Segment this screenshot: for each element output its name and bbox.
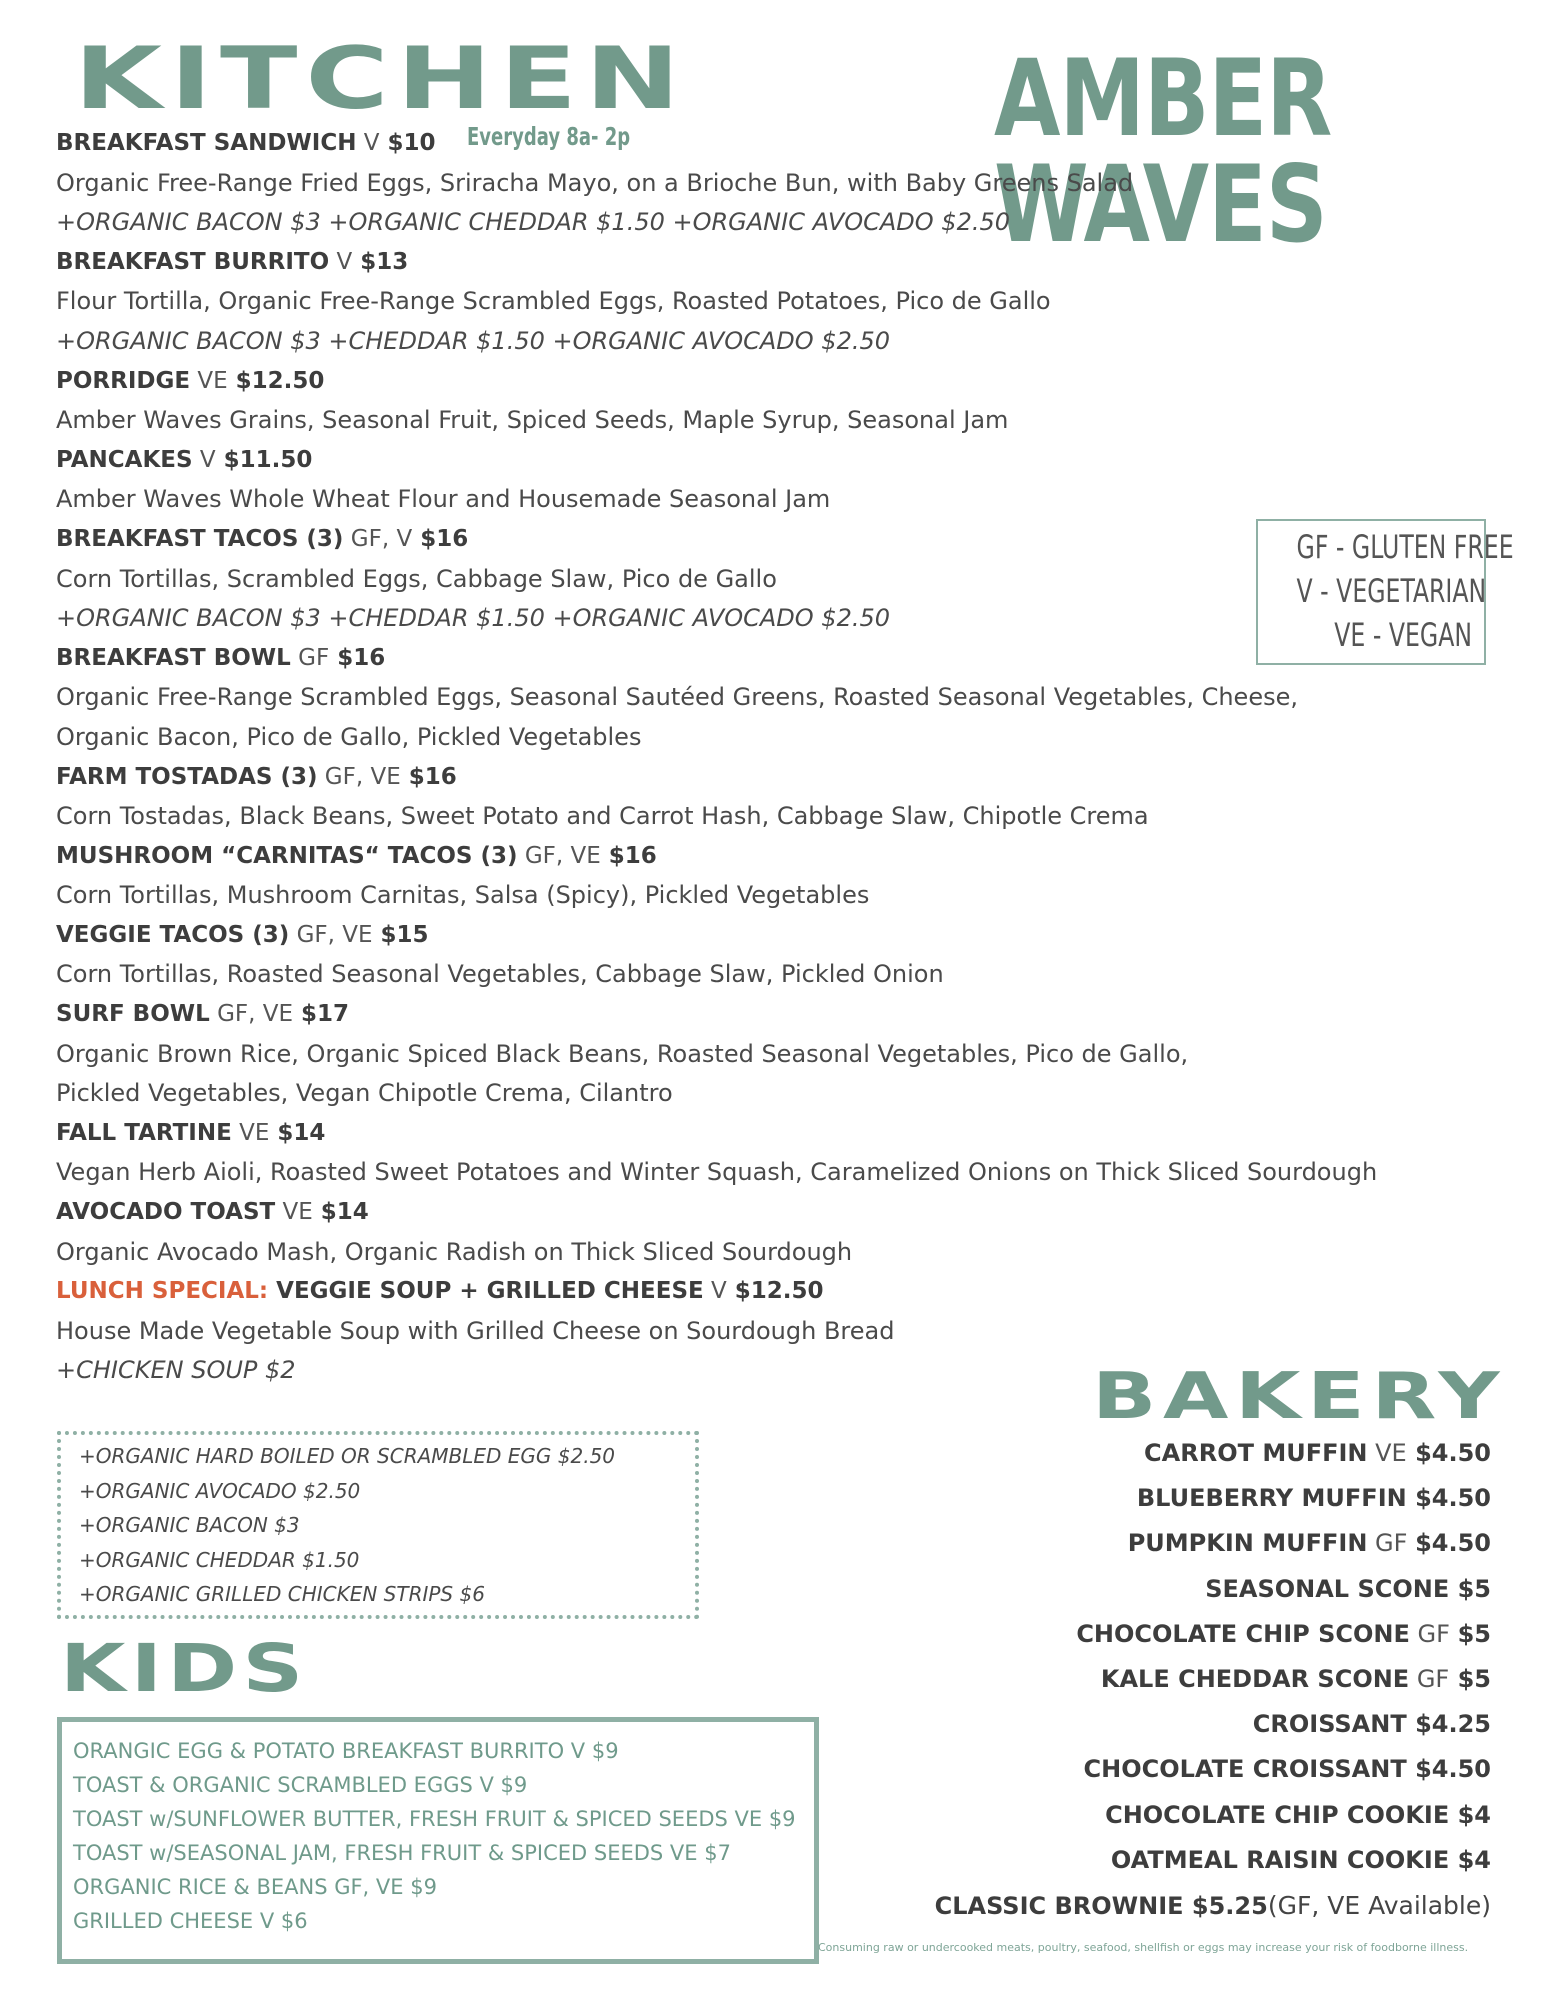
kids-item: TOAST w/SEASONAL JAM, FRESH FRUIT & SPICED SEEDS VE $7 — [73, 1841, 731, 1865]
bakery-item-name: CLASSIC BROWNIE — [934, 1891, 1184, 1920]
menu-item-name: AVOCADO TOAST — [56, 1199, 276, 1226]
kids-menu-box — [57, 1717, 819, 1964]
menu-item-name: PORRIDGE — [56, 367, 191, 394]
menu-item-price: $12.50 — [726, 1278, 824, 1305]
menu-item-diet: V — [192, 446, 216, 473]
menu-item-description: House Made Vegetable Soup with Grilled Cheese on Sourdough Bread — [56, 1316, 895, 1345]
kids-item: ORANGIC EGG & POTATO BREAKFAST BURRITO V $9 — [73, 1739, 619, 1763]
bakery-item — [935, 1612, 1491, 1657]
menu-item-name: FALL TARTINE — [56, 1119, 232, 1146]
bakery-item-price: $4.50 — [1406, 1755, 1491, 1784]
legend-vegan: VE - VEGAN — [1334, 616, 1472, 654]
menu-item-title — [56, 124, 1476, 164]
menu-item-price: $15 — [372, 921, 429, 948]
menu-item-name: SURF BOWL — [56, 1001, 210, 1028]
menu-item-diet: VE — [190, 367, 228, 394]
kids-item: TOAST & ORGANIC SCRAMBLED EGGS V $9 — [73, 1773, 528, 1797]
bakery-list — [935, 1431, 1491, 1928]
addon-item: +ORGANIC CHEDDAR $1.50 — [79, 1547, 360, 1572]
menu-item-description: Organic Bacon, Pico de Gallo, Pickled Vegetables — [56, 722, 642, 751]
menu-item-description: Pickled Vegetables, Vegan Chipotle Crema, Cilantro — [56, 1079, 673, 1108]
bakery-item-diet: GF — [1367, 1529, 1416, 1558]
menu-item-title — [56, 1193, 1476, 1233]
addon-item: +ORGANIC AVOCADO $2.50 — [79, 1478, 361, 1503]
kids-item: GRILLED CHEESE V $6 — [73, 1909, 308, 1933]
bakery-item-name: PUMPKIN MUFFIN — [1127, 1529, 1368, 1558]
menu-item-name: BREAKFAST TACOS (3) — [56, 525, 344, 552]
addon-item: +ORGANIC HARD BOILED OR SCRAMBLED EGG $2.50 — [79, 1444, 616, 1468]
bakery-item-price: $5 — [1457, 1619, 1491, 1648]
menu-item-title — [56, 758, 1476, 798]
bakery-item-diet: GF — [1409, 1664, 1450, 1693]
menu-item-title — [56, 441, 1476, 481]
bakery-item — [935, 1476, 1491, 1521]
menu-item-name: VEGGIE TACOS (3) — [56, 921, 290, 948]
special-label: LUNCH SPECIAL: — [56, 1278, 277, 1305]
menu-item-price: $16 — [329, 644, 386, 671]
kids-heading: KIDS — [60, 1630, 309, 1707]
menu-item-price: $17 — [293, 1001, 350, 1028]
bakery-item-name: CHOCOLATE CHIP COOKIE — [1105, 1800, 1450, 1829]
bakery-item — [935, 1747, 1491, 1792]
bakery-item — [935, 1657, 1491, 1702]
kids-item: TOAST w/SUNFLOWER BUTTER, FRESH FRUIT & SPICED SEEDS VE $9 — [73, 1807, 796, 1831]
menu-item-description: Corn Tortillas, Mushroom Carnitas, Salsa (Spicy), Pickled Vegetables — [56, 881, 870, 910]
bakery-item — [935, 1883, 1491, 1928]
menu-item-diet: V — [356, 130, 380, 156]
menu-item-description: Amber Waves Grains, Seasonal Fruit, Spiced Seeds, Maple Syrup, Seasonal Jam — [56, 406, 1009, 435]
menu-item-price: $11.50 — [215, 446, 313, 473]
food-safety-disclaimer: Consuming raw or undercooked meats, poultry, seafood, shellfish or eggs may increase your risk of foodborne illness. — [818, 1941, 1469, 1954]
bakery-item-name: KALE CHEDDAR SCONE — [1100, 1664, 1410, 1693]
menu-item-name: BREAKFAST BURRITO — [56, 248, 330, 275]
bakery-item-price: $4.50 — [1415, 1529, 1491, 1558]
bakery-item — [935, 1567, 1491, 1612]
menu-item-addons: +CHICKEN SOUP $2 — [56, 1356, 296, 1385]
menu-item-description: Flour Tortilla, Organic Free-Range Scrambled Eggs, Roasted Potatoes, Pico de Gallo — [56, 287, 1051, 316]
menu-item-diet: GF, VE — [317, 763, 401, 790]
legend-vegetarian: V - VEGETARIAN — [1296, 572, 1487, 610]
addon-item: +ORGANIC BACON $3 — [79, 1513, 300, 1537]
kitchen-menu — [56, 124, 1514, 1391]
bakery-item-name: CHOCOLATE CROISSANT — [1083, 1755, 1407, 1784]
menu-item-addons: +ORGANIC BACON $3 +ORGANIC CHEDDAR $1.50 +ORGANIC AVOCADO $2.50 — [56, 208, 1011, 237]
bakery-item-note: (GF, VE Available) — [1267, 1890, 1491, 1920]
diet-legend — [1256, 519, 1514, 665]
menu-item-description: Amber Waves Whole Wheat Flour and Housemade Seasonal Jam — [56, 485, 831, 514]
menu-item-diet: VE — [275, 1199, 313, 1226]
bakery-item-name: CARROT MUFFIN — [1144, 1439, 1368, 1467]
addon-item: +ORGANIC GRILLED CHICKEN STRIPS $6 — [79, 1582, 485, 1606]
menu-item-diet: GF, V — [343, 525, 413, 552]
menu-item-name: BREAKFAST BOWL — [56, 644, 291, 671]
menu-item-price: $16 — [412, 525, 469, 552]
menu-item-title — [56, 916, 1476, 956]
bakery-item-diet: GF — [1409, 1619, 1458, 1648]
menu-item-description: Corn Tostadas, Black Beans, Sweet Potato and Carrot Hash, Cabbage Slaw, Chipotle Crema — [56, 802, 1149, 831]
menu-item-description: Vegan Herb Aioli, Roasted Sweet Potatoes and Winter Squash, Caramelized Onions on Thick Sliced Sourdough — [56, 1158, 1378, 1187]
bakery-item-price: $5 — [1449, 1664, 1491, 1693]
menu-item-diet: V — [703, 1278, 727, 1305]
menu-item-title — [56, 837, 1476, 877]
menu-item-diet: GF, VE — [209, 1001, 294, 1028]
menu-item-price: $14 — [269, 1119, 326, 1146]
menu-item-description: Corn Tortillas, Scrambled Eggs, Cabbage Slaw, Pico de Gallo — [56, 564, 777, 593]
menu-item-addons: +ORGANIC BACON $3 +CHEDDAR $1.50 +ORGANIC AVOCADO $2.50 — [56, 604, 891, 633]
menu-item-description: Organic Free-Range Scrambled Eggs, Seasonal Sautéed Greens, Roasted Seasonal Vegetables, Cheese, — [56, 683, 1298, 712]
bakery-item-price: $4 — [1449, 1800, 1491, 1829]
bakery-item-name: CHOCOLATE CHIP SCONE — [1076, 1619, 1410, 1648]
menu-item-name: FARM TOSTADAS (3) — [56, 763, 318, 790]
menu-item-name: MUSHROOM “CARNITAS“ TACOS (3) — [56, 842, 518, 869]
bakery-item-price: $4 — [1449, 1845, 1491, 1874]
bakery-item-name: CROISSANT — [1252, 1710, 1407, 1739]
menu-item-addons: +ORGANIC BACON $3 +CHEDDAR $1.50 +ORGANIC AVOCADO $2.50 — [56, 326, 891, 355]
menu-item-price: $14 — [312, 1199, 369, 1226]
menu-item-price: $16 — [400, 763, 457, 790]
menu-item-name: BREAKFAST SANDWICH — [56, 130, 357, 156]
bakery-item-price: $4.50 — [1406, 1484, 1491, 1513]
kitchen-hours: Everyday 8a- 2p — [467, 122, 631, 151]
bakery-item — [935, 1521, 1491, 1566]
addons-box — [57, 1431, 699, 1619]
legend-gluten-free: GF - GLUTEN FREE — [1296, 528, 1514, 566]
bakery-item-price: $4.50 — [1406, 1439, 1491, 1467]
menu-item-diet: VE — [231, 1119, 270, 1146]
bakery-item-diet: VE — [1367, 1439, 1407, 1467]
menu-item-description: Corn Tortillas, Roasted Seasonal Vegetables, Cabbage Slaw, Pickled Onion — [56, 960, 944, 989]
menu-item-price: $12.50 — [227, 367, 325, 394]
menu-item-name: VEGGIE SOUP + GRILLED CHEESE — [276, 1278, 704, 1305]
bakery-heading: BAKERY — [1092, 1360, 1507, 1434]
menu-item-diet: V — [329, 248, 353, 275]
bakery-item-price: $5.25 — [1183, 1891, 1268, 1920]
menu-item-description: Organic Free-Range Fried Eggs, Sriracha Mayo, on a Brioche Bun, with Baby Greens Salad — [56, 168, 1134, 197]
menu-item-title — [56, 1272, 1476, 1312]
bakery-item — [935, 1702, 1491, 1747]
kitchen-heading: KITCHEN — [74, 29, 688, 129]
brand-title: AMBER WAVES — [994, 37, 1332, 266]
menu-item-price: $10 — [379, 130, 436, 156]
menu-item-diet: GF, VE — [517, 842, 601, 869]
bakery-item-price: $5 — [1449, 1574, 1491, 1603]
bakery-item-name: BLUEBERRY MUFFIN — [1136, 1484, 1407, 1513]
bakery-item — [935, 1431, 1491, 1476]
bakery-item-name: SEASONAL SCONE — [1205, 1574, 1450, 1603]
menu-item-title — [56, 362, 1476, 402]
menu-item-title — [56, 995, 1476, 1035]
menu-item-diet: GF, VE — [289, 921, 373, 948]
menu-item-title — [56, 243, 1476, 283]
menu-item-name: PANCAKES — [56, 446, 193, 473]
menu-item-diet: GF — [290, 644, 330, 671]
bakery-item — [935, 1838, 1491, 1883]
kids-item: ORGANIC RICE & BEANS GF, VE $9 — [73, 1875, 437, 1899]
bakery-item-price: $4.25 — [1406, 1710, 1491, 1739]
bakery-item-name: OATMEAL RAISIN COOKIE — [1110, 1845, 1450, 1874]
menu-item-price: $16 — [600, 842, 657, 869]
menu-item-price: $13 — [352, 248, 409, 275]
menu-item-description: Organic Avocado Mash, Organic Radish on Thick Sliced Sourdough — [56, 1237, 853, 1266]
menu-item-description: Organic Brown Rice, Organic Spiced Black Beans, Roasted Seasonal Vegetables, Pico de Gallo, — [56, 1039, 1189, 1068]
menu-item-title — [56, 1114, 1476, 1154]
bakery-item — [935, 1793, 1491, 1838]
